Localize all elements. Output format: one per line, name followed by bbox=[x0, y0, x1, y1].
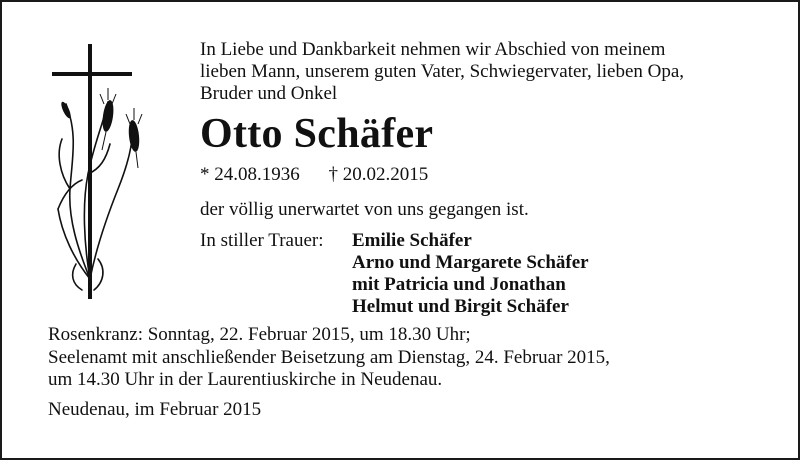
intro-line: Bruder und Onkel bbox=[200, 83, 338, 104]
cross-with-wheat-icon bbox=[48, 44, 148, 299]
service-details bbox=[48, 324, 610, 392]
intro-text bbox=[200, 39, 780, 105]
mourner-name: Arno und Margarete Schäfer bbox=[352, 252, 589, 273]
service-line: um 14.30 Uhr in der Laurentiuskirche in Neudenau. bbox=[48, 369, 443, 390]
death-date: † 20.02.2015 bbox=[328, 164, 429, 185]
mourners-list bbox=[352, 230, 589, 318]
birth-date: * 24.08.1936 bbox=[200, 164, 300, 185]
sudden-passing-text: der völlig unerwartet von uns gegangen ist. bbox=[200, 199, 529, 220]
place-and-date: Neudenau, im Februar 2015 bbox=[48, 399, 262, 420]
mourner-name: Emilie Schäfer bbox=[352, 230, 472, 251]
deceased-name: Otto Schäfer bbox=[200, 111, 434, 157]
intro-line: lieben Mann, unserem guten Vater, Schwiegervater, lieben Opa, bbox=[200, 61, 685, 82]
life-dates bbox=[200, 164, 428, 186]
service-line: Seelenamt mit anschließender Beisetzung am Dienstag, 24. Februar 2015, bbox=[48, 346, 610, 368]
mourner-name: mit Patricia und Jonathan bbox=[352, 274, 566, 295]
intro-line: In Liebe und Dankbarkeit nehmen wir Abschied von meinem bbox=[200, 39, 666, 60]
service-line: Rosenkranz: Sonntag, 22. Februar 2015, um 18.30 Uhr; bbox=[48, 324, 471, 345]
mourning-label: In stiller Trauer: bbox=[200, 230, 324, 251]
mourner-name: Helmut und Birgit Schäfer bbox=[352, 296, 569, 317]
